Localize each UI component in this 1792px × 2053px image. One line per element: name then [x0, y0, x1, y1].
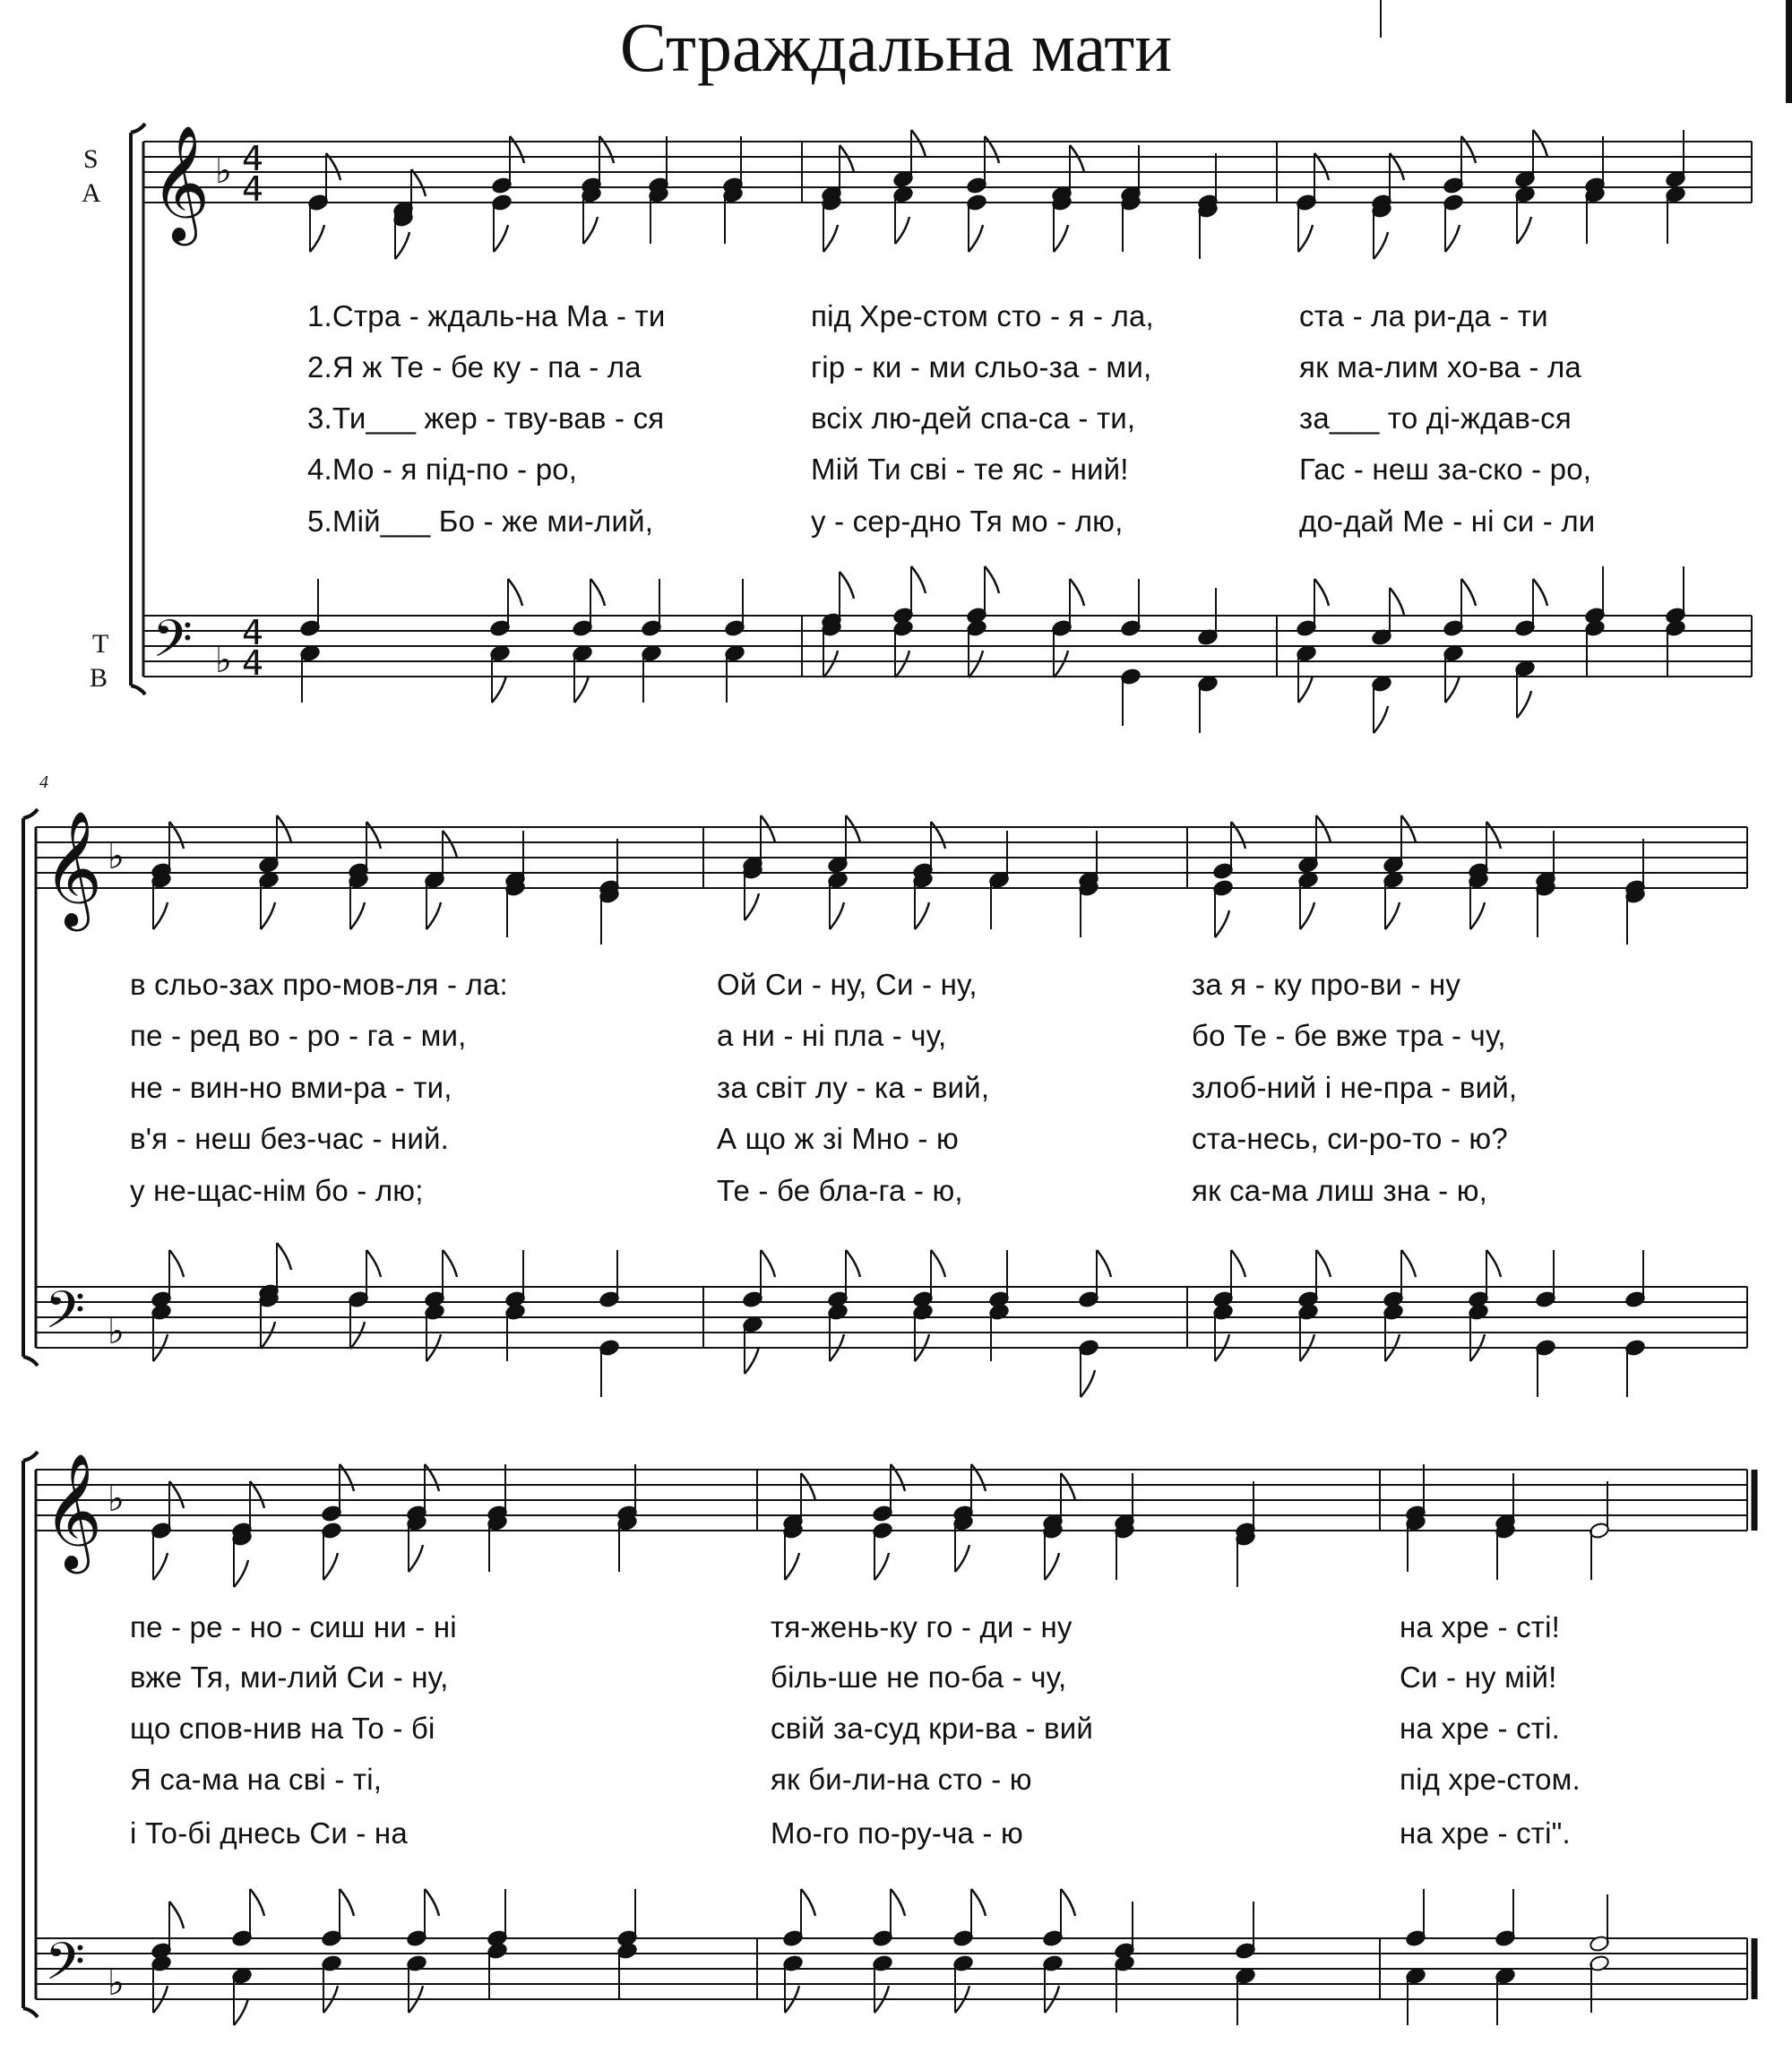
note-flag: [234, 1560, 248, 1587]
lyric-line: а ни - ні пла - чу,: [717, 1019, 947, 1052]
lyric-line: під хре-стом.: [1400, 1763, 1581, 1796]
lyric-line: на хре - сті!: [1400, 1610, 1560, 1643]
lyric-line: А що ж зі Мно - ю: [717, 1122, 959, 1155]
lyric-line: ста - ла ри-да - ти: [1299, 299, 1548, 332]
lyric-line: Я са-ма на сві - ті,: [130, 1763, 383, 1796]
note-flag: [874, 1553, 889, 1580]
note-flag: [169, 1902, 184, 1928]
voice-label-tenor: T: [92, 629, 109, 659]
time-signature-numerator: 4: [242, 613, 264, 652]
lyric-line: бо Те - бе вже тра - чу,: [1192, 1019, 1506, 1052]
flat-key-signature: ♭: [108, 836, 125, 877]
flat-key-signature: ♭: [215, 640, 232, 681]
lyric-line: ста-несь, си-ро-то - ю?: [1192, 1122, 1508, 1155]
bass-clef-icon: 𝄢: [45, 1280, 86, 1353]
lyric-line: не - вин-но вми-ра - ти,: [130, 1071, 452, 1104]
lyric-line: 3.Ти___ жер - тву-вав - ся: [307, 401, 665, 435]
lyric-line: гір - ки - ми сльо-за - ми,: [811, 350, 1152, 384]
note-flag: [785, 1553, 799, 1580]
note-flag: [234, 1998, 248, 2025]
time-signature-denominator: 4: [242, 169, 264, 209]
lyric-line: 2.Я ж Те - бе ку - па - ла: [307, 350, 642, 384]
note-flag: [801, 1473, 815, 1500]
lyric-line: на хре - сті.: [1400, 1712, 1560, 1745]
lyric-line: у - сер-дно Тя мо - лю,: [811, 505, 1124, 538]
time-signature-numerator: 4: [242, 139, 264, 178]
treble-clef-icon: 𝄞: [151, 125, 211, 241]
lyric-line: Ой Си - ну, Си - ну,: [717, 968, 978, 1001]
note-flag: [1061, 1889, 1075, 1916]
lyric-line: злоб-ний і не-пра - вий,: [1192, 1071, 1518, 1104]
voice-label-bass: B: [90, 663, 108, 693]
lyric-line: пе - ред во - ро - га - ми,: [130, 1019, 467, 1052]
lyric-line: Гас - неш за-ско - ро,: [1299, 453, 1592, 486]
lyric-line: в сльо-зах про-мов-ля - ла:: [130, 968, 508, 1001]
note-flag: [153, 1553, 168, 1580]
note-flag: [971, 1889, 986, 1916]
note-flag: [891, 1889, 905, 1916]
note-flag: [340, 1889, 354, 1916]
note-flag: [971, 1464, 986, 1491]
note-flag: [801, 1889, 815, 1916]
note-flag: [425, 1464, 439, 1491]
treble-clef-icon: 𝄞: [43, 1453, 103, 1569]
lyric-line: під Хре-стом сто - я - ла,: [811, 299, 1154, 332]
lyric-line: за___ то ді-ждав-ся: [1299, 401, 1572, 435]
flat-key-signature: ♭: [215, 151, 232, 192]
note-flag: [409, 1545, 423, 1572]
lyric-line: тя-жень-ку го - ди - ну: [771, 1610, 1073, 1643]
lyric-line: за я - ку про-ви - ну: [1192, 968, 1461, 1001]
lyric-line: всіх лю-дей спа-са - ти,: [811, 401, 1136, 435]
lyric-line: Те - бе бла-га - ю,: [717, 1174, 963, 1207]
lyric-line: 4.Мо - я під-по - ро,: [307, 453, 578, 486]
lyric-line: пе - ре - но - сиш ни - ні: [130, 1610, 457, 1643]
lyric-line: Си - ну мій!: [1400, 1661, 1557, 1694]
note-flag: [1061, 1473, 1075, 1500]
lyric-line: 1.Стра - ждаль-на Ма - ти: [307, 299, 666, 332]
note-flag: [425, 1889, 439, 1916]
bass-clef-icon: 𝄢: [45, 1931, 86, 2005]
measure-number: 4: [39, 772, 48, 792]
note-flag: [250, 1889, 264, 1916]
bass-clef-icon: 𝄢: [152, 608, 194, 682]
page-title: Страждальна мати: [619, 8, 1173, 86]
time-signature-denominator: 4: [242, 643, 264, 683]
lyric-line: Мій Ти сві - те яс - ний!: [811, 453, 1129, 486]
note-flag: [891, 1464, 905, 1491]
lyric-line: і То-бі днесь Си - на: [130, 1816, 408, 1850]
lyric-line: на хре - сті".: [1400, 1816, 1571, 1850]
lyric-line: 5.Мій___ Бо - же ми-лий,: [307, 505, 654, 538]
note-flag: [1045, 1553, 1059, 1580]
flat-key-signature: ♭: [108, 1479, 125, 1520]
lyric-line: свій за-суд кри-ва - вий: [771, 1712, 1094, 1745]
lyric-line: біль-ше не по-ба - чу,: [771, 1661, 1067, 1694]
lyric-line: як ма-лим хо-ва - ла: [1299, 350, 1581, 384]
flat-key-signature: ♭: [108, 1311, 125, 1352]
lyric-line: Мо-го по-ру-ча - ю: [771, 1816, 1023, 1850]
voice-label-soprano: S: [83, 144, 99, 174]
note-flag: [955, 1545, 969, 1572]
lyric-line: в'я - неш без-час - ний.: [130, 1122, 449, 1155]
lyric-line: як са-ма лиш зна - ю,: [1192, 1174, 1488, 1207]
treble-clef-icon: 𝄞: [43, 810, 103, 927]
lyric-line: як би-ли-на сто - ю: [771, 1763, 1032, 1796]
lyric-line: до-дай Ме - ні си - ли: [1299, 505, 1596, 538]
flat-key-signature: ♭: [108, 1962, 125, 2004]
lyric-line: вже Тя, ми-лий Си - ну,: [130, 1661, 449, 1694]
voice-label-alto: A: [82, 178, 101, 208]
lyric-line: що спов-нив на То - бі: [130, 1712, 435, 1745]
note-flag: [323, 1553, 338, 1580]
lyric-line: у не-щас-нім бо - лю;: [130, 1174, 424, 1207]
note-flag: [340, 1464, 354, 1491]
lyric-line: за світ лу - ка - вий,: [717, 1071, 990, 1104]
